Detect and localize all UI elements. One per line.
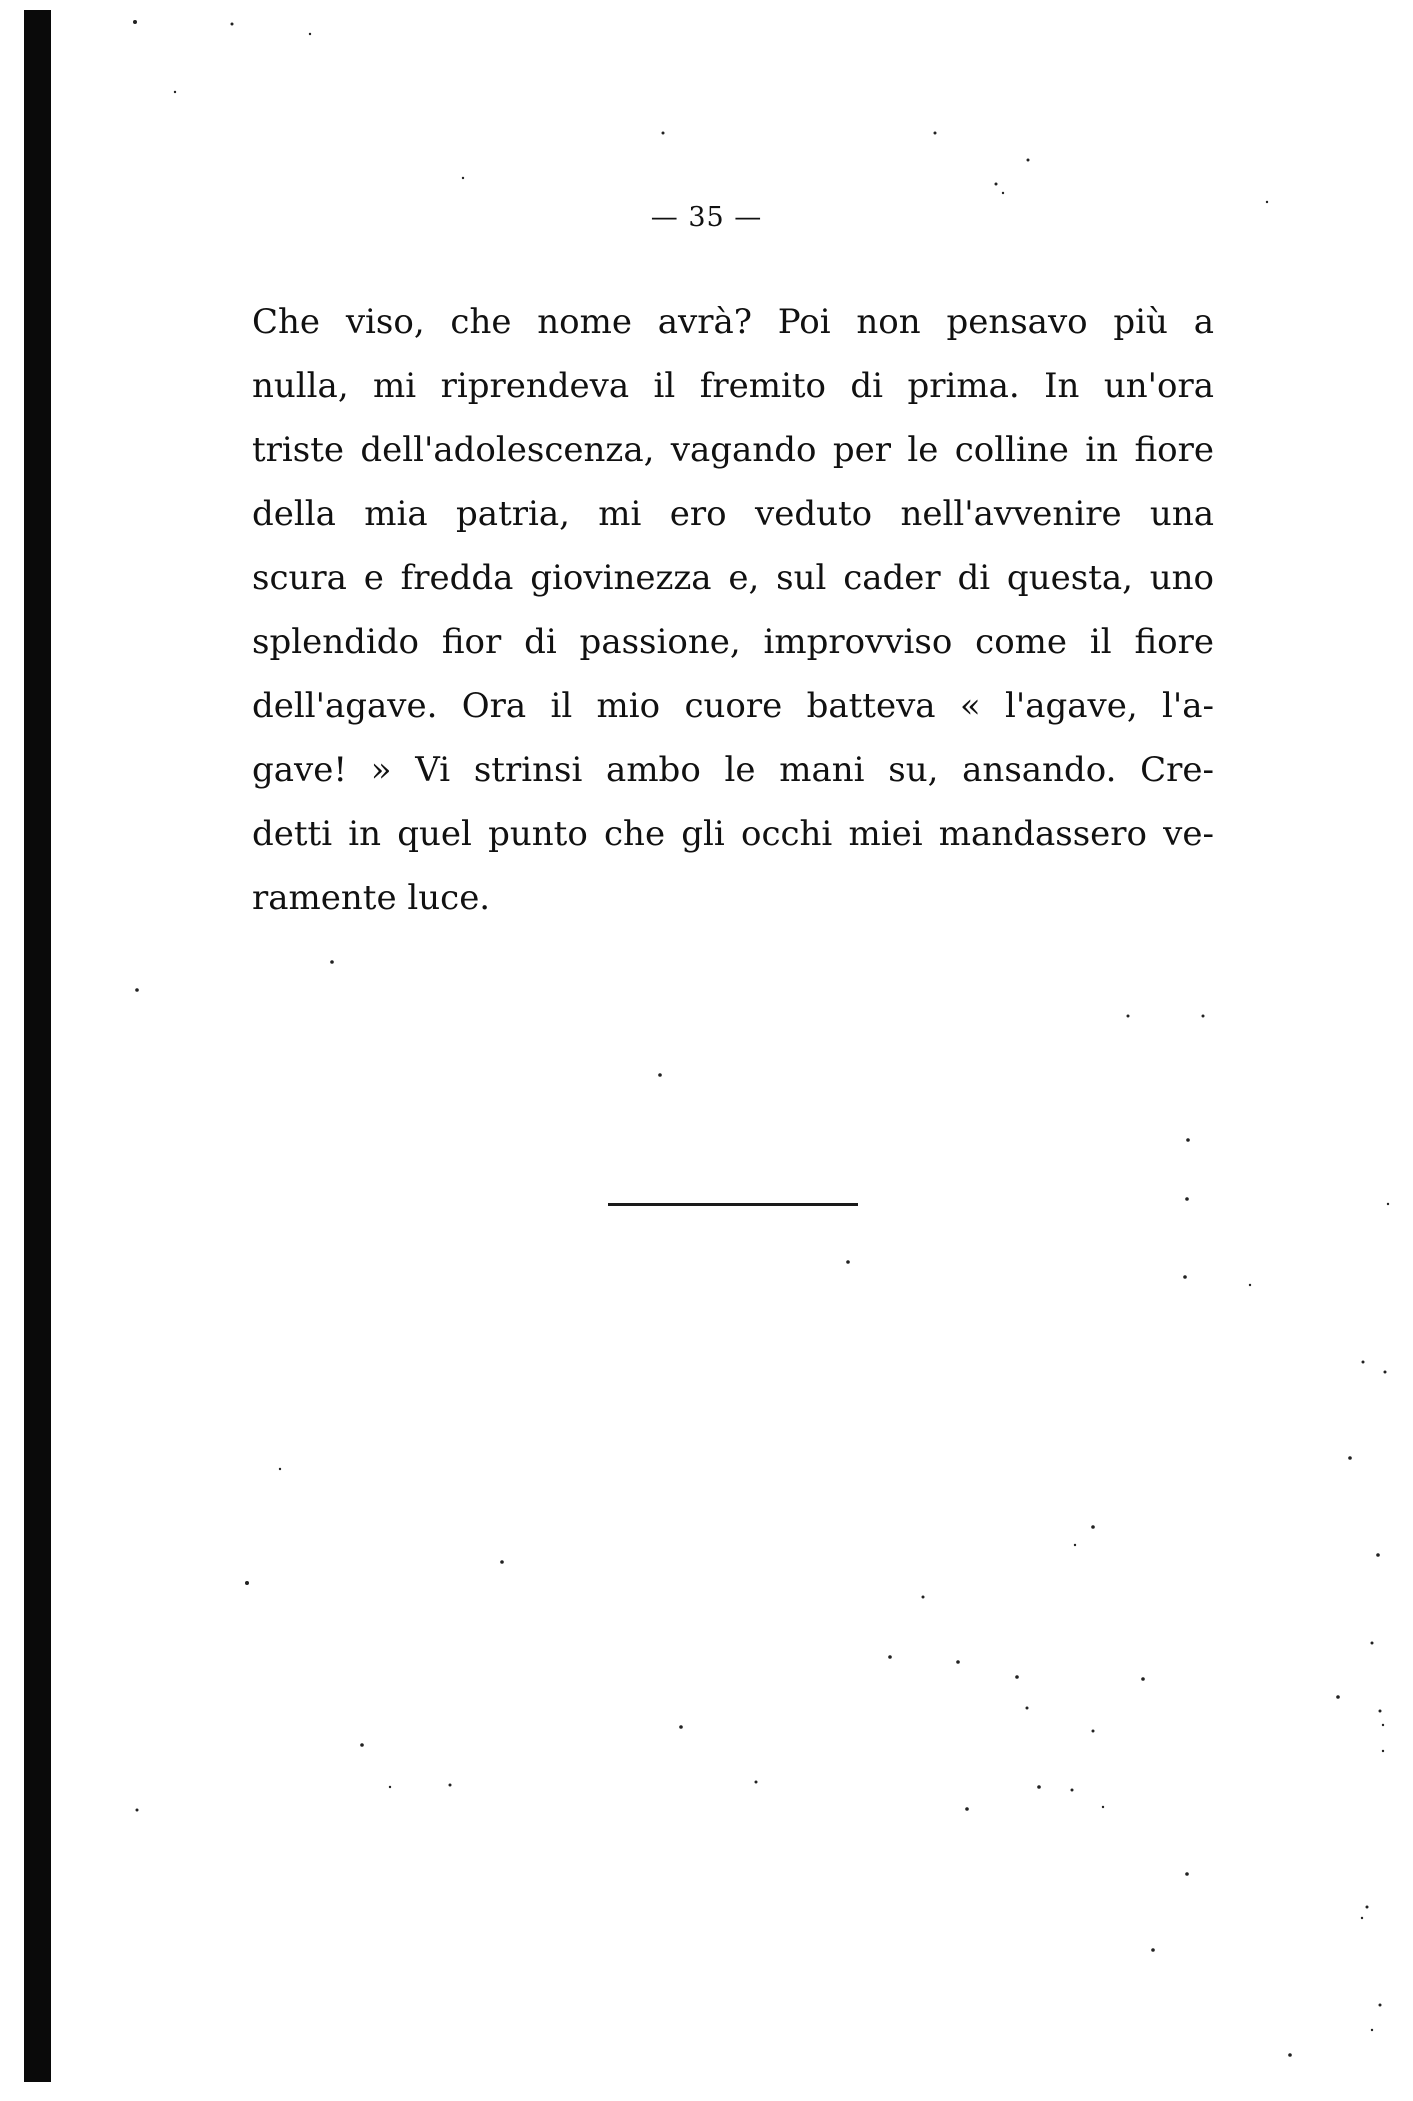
text-line: dell'agave. Ora il mio cuore batteva « l'agave, l'a- xyxy=(252,686,1214,726)
text-line: ramente luce. xyxy=(252,878,491,918)
page-number: — 35 — xyxy=(650,202,763,233)
text-line: splendido fior di passione, improvviso come il fiore xyxy=(252,622,1214,662)
text-line: triste dell'adolescenza, vagando per le colline in fiore xyxy=(252,430,1214,470)
text-line: detti in quel punto che gli occhi miei mandassero ve- xyxy=(252,814,1214,854)
text-line: scura e fredda giovinezza e, sul cader di questa, uno xyxy=(252,558,1214,598)
text-line: Che viso, che nome avrà? Poi non pensavo più a xyxy=(252,302,1214,342)
text-line: gave! » Vi strinsi ambo le mani su, ansando. Cre- xyxy=(252,750,1214,790)
text-line: della mia patria, mi ero veduto nell'avvenire una xyxy=(252,494,1214,534)
text-line: nulla, mi riprendeva il fremito di prima. In un'ora xyxy=(252,366,1214,406)
